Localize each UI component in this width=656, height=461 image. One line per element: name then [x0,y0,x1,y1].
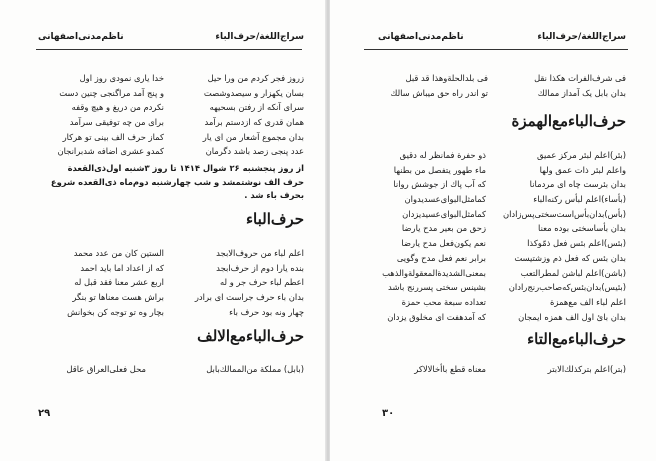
section-ba-left-column [36,246,164,319]
verse-line: بمعنی‌الشدیدة‌المعقولة‌والذهب [382,267,486,278]
verse-line: سرای آنکه از رفتن بسحیهه [209,102,304,113]
verse-line: اربع عشر معنا فقد قبل له [74,277,164,288]
verse-line: بشینس سختی پسررنج باشد [388,282,486,293]
verse-line: کماز حرف الف بینی تو هرکار [62,131,164,142]
verse-line: اعطم لباء حرف جر و له [219,277,304,288]
right-header-rule [364,49,628,50]
verse-line: بدان بئس که فعل ذم وزشتیست [514,252,626,263]
verse-line: همان قدری که ازدستم برآمد [204,117,304,128]
intro-left-column [364,71,488,100]
verse-line: معناه قطع باأخالالاکر [414,364,486,374]
verse-line: (بابل) مملکة من‌الممالك‌بابل [206,364,304,374]
verse-line: بدان بئرست چاه ای مردمانا [529,179,626,190]
verse-line: (باشن)اعلم لباشن لمطرالتعب [520,267,626,278]
ta-right [496,362,626,377]
verse-line: نعم یکون‌فعل مدح یارضا [401,238,486,249]
verse-line: نکردم من دریغ و هیچ وقفه [71,102,164,113]
verse-line: بنده یارا دوم از حرف‌ابجد [216,262,304,273]
verse-line: تو اندر راه حق میباش سالك [390,87,488,98]
verse-line: ذو حفرة فمانظر له دقیق [399,150,486,160]
right-page [330,0,656,461]
verse-line: برای من چه توفیقی سرآمد [69,117,164,128]
verse-line: واعلم لبئر ذات عمق ولها [539,164,626,175]
verse-line: که آمدهفت ای مخلوق یزدان [387,311,486,322]
verse-line: محل فعلی‌العراق عاقل [66,364,146,374]
page-number-right: ۳۰ [382,408,395,419]
right-header-title: سراج‌اللغة/حرف‌الباء [537,32,626,42]
ta-left [364,362,486,377]
verse-line: اعلم لباء من حروف‌الابجد [216,248,304,258]
heading-harf-al-ba: حرف‌الباء [246,210,304,228]
verse-line: زحق من بعیر مدح یارضا [401,223,486,234]
date-note [34,162,304,203]
verse-line: تعداده سبعة محب حمزة [401,296,486,307]
left-header-author: ناظم‌مدنی‌اصفهانی [38,32,124,42]
verse-line: بچار وه تو توجه کن بخوانش [67,306,164,317]
left-page [0,0,326,461]
verse-line: فی شرف‌الفرات هکذا نقل [534,73,626,83]
verse-line: که آب پاك از جوشش روانا [393,179,486,190]
verse-line: عدد پنجی زصد باشد دگرمان [205,146,304,157]
left-poem-left-column [36,71,164,159]
hamza-left-column [364,148,486,324]
left-header-rule [36,49,302,50]
verse-line: زروز فجر کردم من ورا حیل [207,73,304,83]
verse-line: (بئر)اعلم لبئر مرکز عمیق [537,150,626,160]
heading-harf-al-ba-ma-al-hamza: حرف‌الباءمع‌الهمزة [511,112,626,130]
date-note-line: بحرف باء شد . [244,190,304,200]
verse-line: خدا یاری نمودی روز اول [79,73,164,83]
verse-line: بدان بابل یک آمداز ممالك [537,87,626,98]
heading-harf-al-ba-ma-al-alif: حرف‌الباءمع‌الالف [197,327,304,345]
date-note-line: از روز پنجشنبه ۲۶ شوال ۱۴۱۴ تا روز ۳شنبه اول‌ذی‌القعدة [67,163,304,173]
verse-line: کمامثل‌البوای‌عسیدیزدان [402,208,486,219]
verse-line: برابر نعم فعل مدح وگویی [396,252,486,263]
verse-line: کمدو عشری اضافه شدبرانجان [57,146,164,157]
verse-line: الستین کان من عدد محمد [73,248,164,258]
verse-line: ماء طهور یتفصل من بطنها [393,164,486,175]
verse-line: (بأساء)اعلم لبأس رکنه‌الباء [533,194,626,205]
hamza-right-column [496,148,626,324]
verse-line: بدان بائ اول الف همزه ایمجان [518,311,626,322]
verse-line: (بتر)اعلم بترکذلك‌الابتر [547,364,626,374]
left-poem-right-column [178,71,304,159]
verse-line: بدان باء حرف جراست ای برادر [194,292,304,303]
verse-line: (بأس)بدان‌بأس‌است‌سختی‌پس‌زادان [502,208,626,219]
verse-line: بسان یکهزار و سیصدوشصت [203,87,304,98]
verse-line: و پنج آمد مراگنجی چنین دست [59,87,164,98]
verse-line: فی بلدالحلةوهذا قد قبل [405,73,488,83]
verse-line: اعلم لباء الف مع‌همزة [550,296,626,307]
verse-line: که از اعداد اما باید احمد [80,262,164,273]
left-header-title: سراج‌اللغة/حرف‌الباء [215,32,304,42]
section-ba-alif-left [34,362,146,377]
right-header-author: ناظم‌مدنی‌اصفهانی [378,32,464,42]
verse-line: (بئس)اعلم بئس فعل ذمّوکذا [527,238,626,249]
date-note-line: حرف الف نوشتمشد و شب چهارشنبه دوم‌ماه ذی‌القعده شروع [50,176,304,187]
section-ba-alif-right [164,362,304,377]
intro-right-column [502,71,626,100]
section-ba-right-column [178,246,304,319]
verse-line: چهار ونه بود حرف باء [229,306,304,317]
verse-line: بدان مجموع آشعار من ای یار [202,131,304,142]
heading-harf-al-ba-ma-al-ta: حرف‌الباءمع‌التاء [527,330,626,348]
verse-line: کمامثل‌البوای‌عسدیدوان [404,194,486,205]
page-number-left: ۲۹ [38,408,51,419]
verse-line: بدان بأساسختی بوده معنا [538,223,626,234]
verse-line: (بئیس)بدان‌بئس‌که‌صاحب‌رنج‌رادان [508,282,626,293]
verse-line: براش هست معناها تو بنگر [72,292,164,303]
